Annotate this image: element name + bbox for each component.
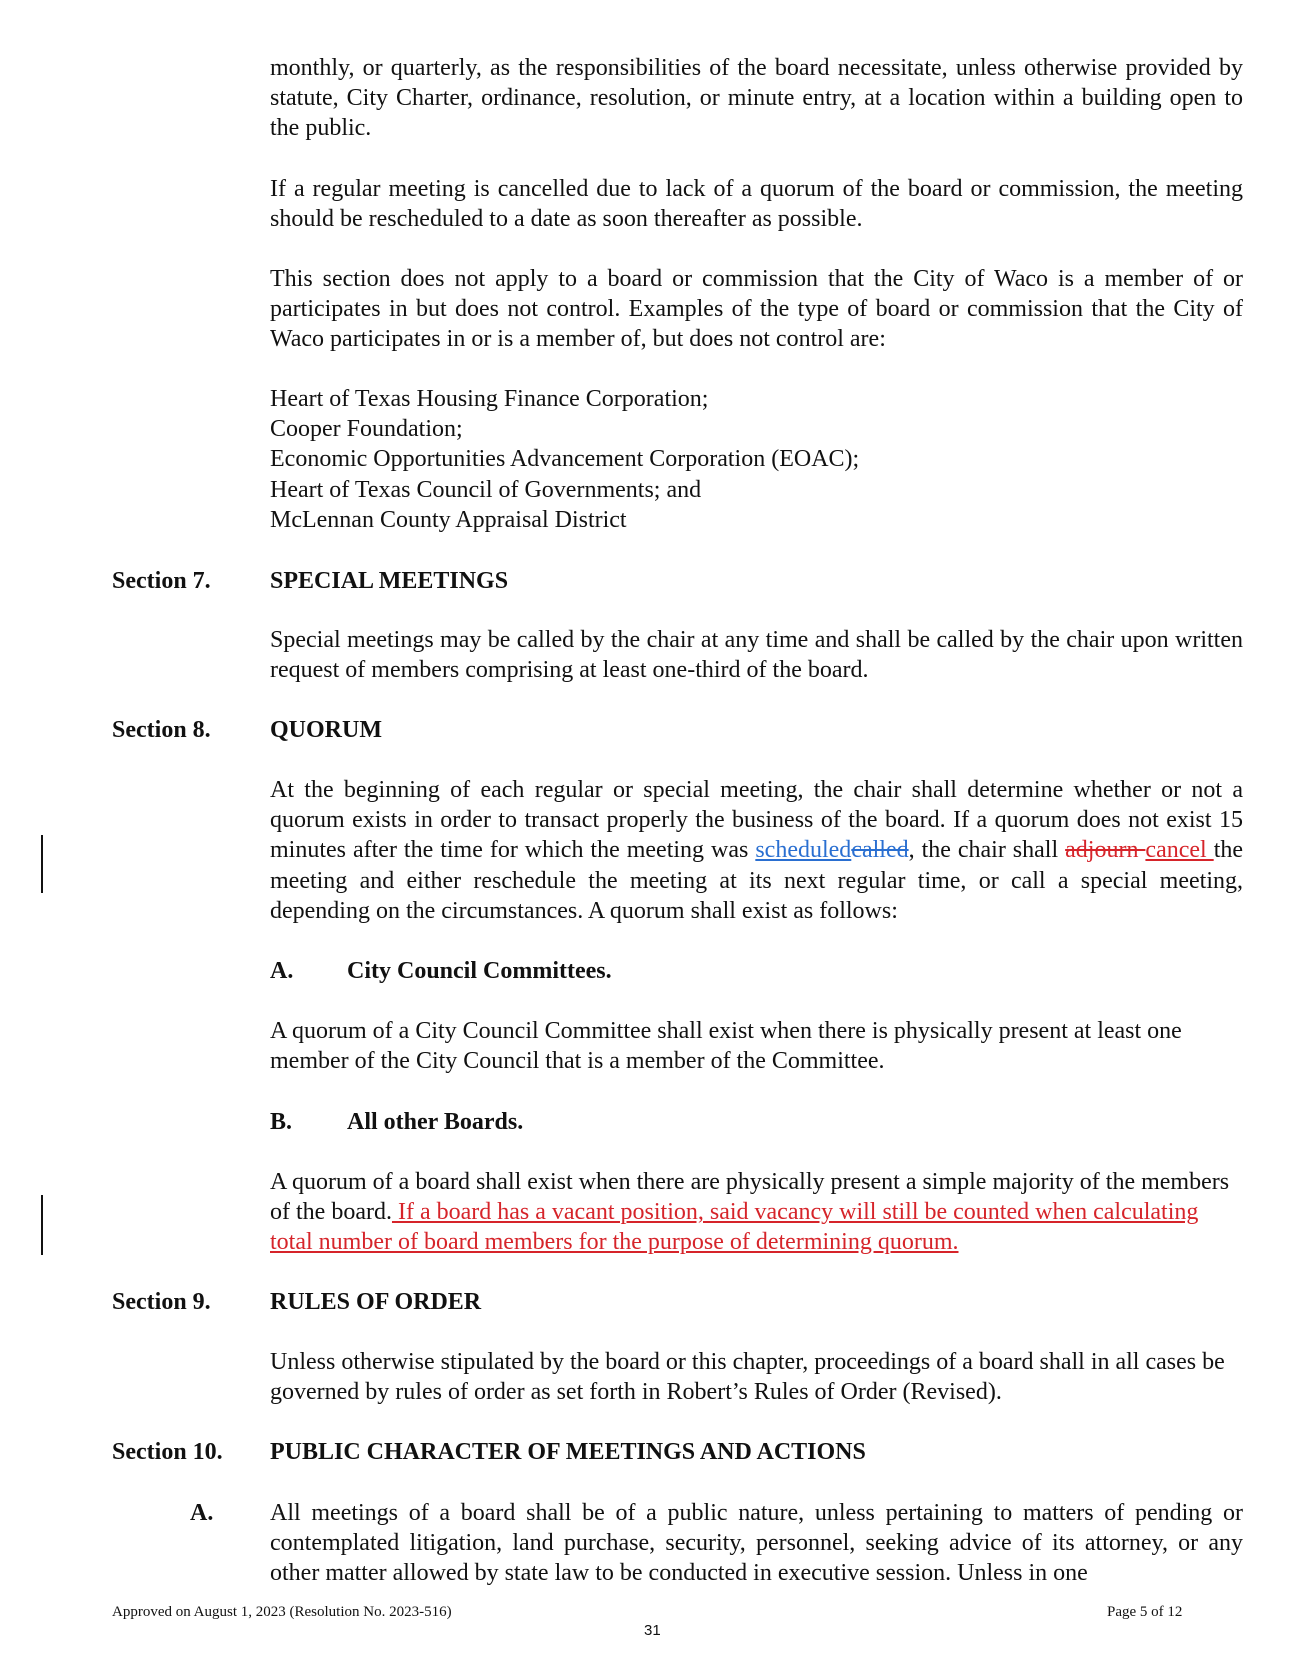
subsection-b-label: B.	[270, 1109, 293, 1135]
change-bar	[41, 1195, 43, 1255]
section-8-text	[270, 775, 1243, 926]
inserted-text: cancel	[1145, 837, 1214, 864]
text: At the beginning of each regular or special meeting, the chair shall determine whether or not a quorum exists in order to transact properly the business of the board. If a quorum does not exist 15 minutes after the time for which the meeting was	[270, 777, 1243, 864]
inserted-text: scheduled	[755, 837, 852, 864]
section-8-title: QUORUM	[270, 717, 382, 743]
entity-item: Heart of Texas Housing Finance Corporation;	[270, 386, 709, 412]
subsection-b-title: All other Boards.	[347, 1109, 524, 1135]
footer-approved: Approved on August 1, 2023 (Resolution No. 2023-516)	[112, 1604, 452, 1620]
section-7-text: Special meetings may be called by the chair at any time and shall be called by the chair upon written request of members comprising at least one-third of the board.	[270, 627, 1243, 684]
paragraph-cancelled-meeting: If a regular meeting is cancelled due to lack of a quorum of the board or commission, the meeting should be rescheduled to a date as soon thereafter as possible.	[270, 176, 1243, 233]
text: A quorum of a board shall exist when there are physically present a simple majority of the members of the board.	[270, 1169, 1230, 1226]
section-10-title: PUBLIC CHARACTER OF MEETINGS AND ACTIONS	[270, 1439, 866, 1465]
subsection-b-text	[270, 1167, 1243, 1258]
footer-page: Page 5 of 12	[1107, 1604, 1183, 1620]
deleted-text: called	[851, 837, 909, 864]
section-10-a-text: All meetings of a board shall be of a public nature, unless pertaining to matters of pending or contemplated litigation, land purchase, security, personnel, seeking advice of its attorney, or any other matter allowed by state law to be conducted in executive session. Unless in one	[270, 1500, 1243, 1587]
section-8-label: Section 8.	[112, 717, 211, 743]
text: the meeting and either reschedule the meeting at its next regular time, or call a special meeting, depending on the circumstances. A quorum shall exist as follows:	[270, 837, 1244, 924]
subsection-a-title: City Council Committees.	[347, 958, 612, 984]
page-number: 31	[644, 1622, 661, 1639]
change-bar	[41, 835, 43, 893]
section-7-title: SPECIAL MEETINGS	[270, 568, 509, 594]
section-9-label: Section 9.	[112, 1289, 211, 1315]
paragraph-meeting-schedule: monthly, or quarterly, as the responsibilities of the board necessitate, unless otherwise provided by statute, City Charter, ordinance, resolution, or minute entry, at a location within a building open to the public.	[270, 55, 1243, 142]
section-7-label: Section 7.	[112, 568, 211, 594]
section-9-title: RULES OF ORDER	[270, 1289, 482, 1315]
section-10-label: Section 10.	[112, 1439, 223, 1465]
text: , the chair shall	[908, 837, 1066, 864]
subsection-a-label: A.	[270, 958, 294, 984]
entity-list	[270, 384, 1243, 535]
section-10-a-label: A.	[190, 1500, 214, 1526]
inserted-text: If a board has a vacant position, said vacancy will still be counted when calculating total number of board members for the purpose of determining quorum.	[270, 1199, 1199, 1256]
section-9-text: Unless otherwise stipulated by the board or this chapter, proceedings of a board shall in all cases be governed by rules of order as set forth in Robert’s Rules of Order (Revised).	[270, 1349, 1225, 1406]
entity-item: McLennan County Appraisal District	[270, 506, 627, 533]
deleted-text: adjourn	[1065, 837, 1146, 864]
entity-item: Economic Opportunities Advancement Corporation (EOAC);	[270, 446, 860, 473]
entity-item: Cooper Foundation;	[270, 416, 463, 443]
paragraph-exemption: This section does not apply to a board or commission that the City of Waco is a member of or participates in but does not control. Examples of the type of board or commission that the City of Waco participates in or is a member of, but does not control are:	[270, 266, 1243, 353]
entity-item: Heart of Texas Council of Governments; and	[270, 476, 702, 503]
subsection-a-text: A quorum of a City Council Committee shall exist when there is physically present at least one member of the City Council that is a member of the Committee.	[270, 1018, 1182, 1075]
